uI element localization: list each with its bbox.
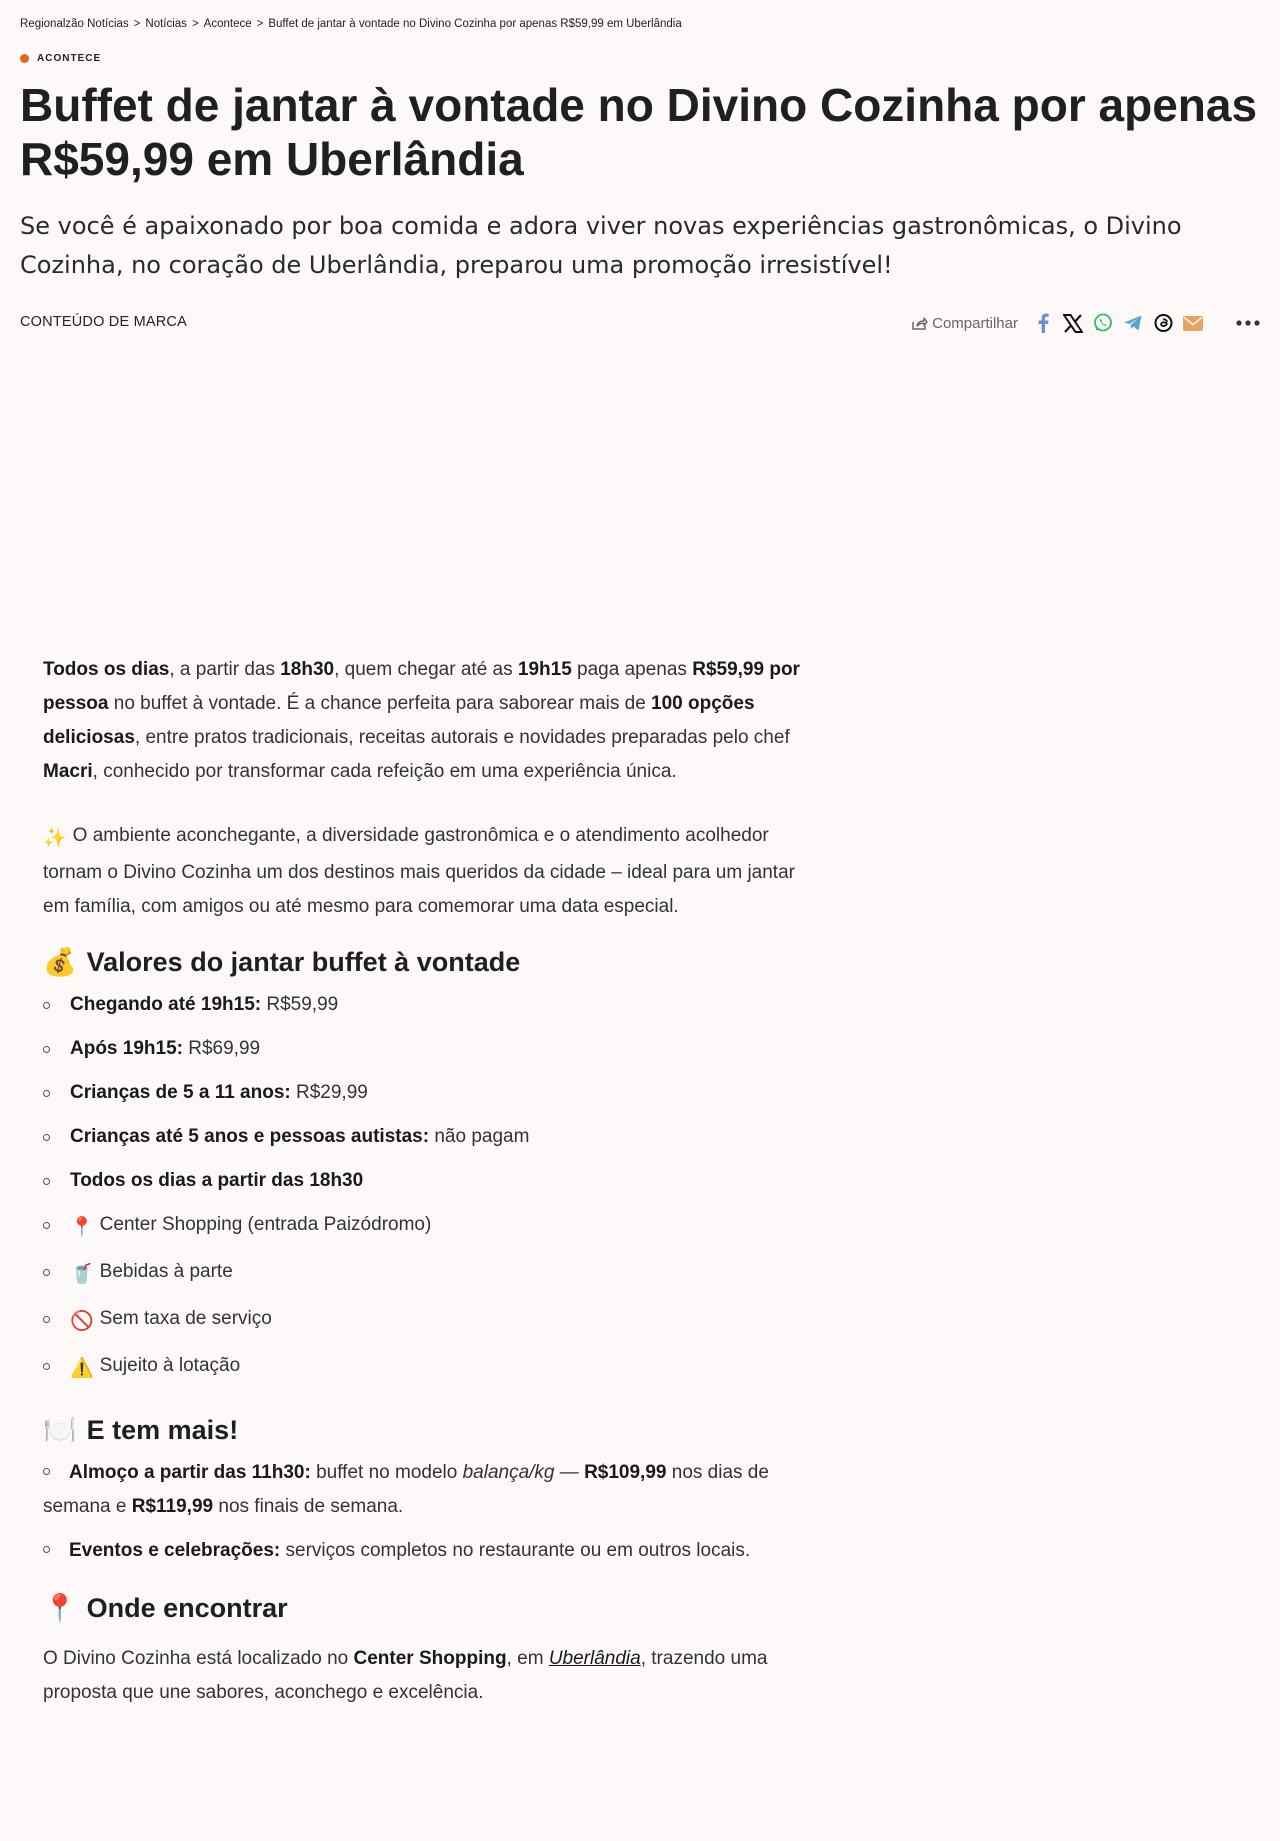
values-list xyxy=(43,988,823,1386)
share-bar xyxy=(911,310,1260,336)
list-item xyxy=(43,1349,823,1386)
list-item-value: R$59,99 xyxy=(261,994,339,1015)
text: — xyxy=(554,1462,585,1483)
text: nos finais de semana. xyxy=(213,1496,404,1517)
list-item-label: Crianças de 5 a 11 anos: xyxy=(70,1082,291,1103)
bold-text: 19h15 xyxy=(517,659,572,680)
list-item-label: Todos os dias a partir das 18h30 xyxy=(70,1170,364,1191)
category-label: ACONTECE xyxy=(37,53,102,64)
breadcrumb-separator: > xyxy=(256,18,264,30)
text: , a partir das xyxy=(169,659,281,680)
category-dot-icon xyxy=(20,54,29,63)
list-item xyxy=(43,988,823,1022)
breadcrumb-current: Buffet de jantar à vontade no Divino Cozinha por apenas R$59,99 em Uberlândia xyxy=(268,18,682,30)
article-paragraph-intro xyxy=(43,653,823,789)
bold-text: 100 opções deliciosas xyxy=(43,693,755,748)
article-body xyxy=(43,653,823,1710)
pin-icon: 📍 xyxy=(43,1593,77,1623)
list-item xyxy=(43,1456,823,1524)
list-item-text: Sem taxa de serviço xyxy=(99,1308,272,1329)
heading-text: Onde encontrar xyxy=(86,1593,288,1623)
list-item-label: Crianças até 5 anos e pessoas autistas: xyxy=(70,1126,430,1147)
share-button[interactable] xyxy=(911,315,1018,332)
text: , quem chegar até as xyxy=(334,659,518,680)
breadcrumb-home[interactable]: Regionalzão Notícias xyxy=(20,18,129,30)
category-tag[interactable] xyxy=(20,53,101,64)
list-item-text: Sujeito à lotação xyxy=(99,1355,241,1376)
warning-icon: ⚠️ xyxy=(70,1358,94,1379)
bold-text: 18h30 xyxy=(280,659,335,680)
list-item-label: Eventos e celebrações: xyxy=(69,1540,281,1561)
section-heading-more xyxy=(43,1410,823,1450)
bold-text: R$109,99 xyxy=(584,1462,667,1483)
heading-text: E tem mais! xyxy=(86,1415,239,1445)
list-item-text: Center Shopping (entrada Paizódromo) xyxy=(99,1214,432,1235)
breadcrumb xyxy=(20,18,682,30)
list-item xyxy=(43,1076,823,1110)
article-paragraph-ambience xyxy=(43,819,823,924)
list-item-value: não pagam xyxy=(429,1126,530,1147)
text: , trazendo uma proposta que une sabores, aconchego e excelência. xyxy=(43,1648,768,1703)
list-item xyxy=(43,1255,823,1292)
list-item xyxy=(43,1164,823,1198)
text: O ambiente aconchegante, a diversidade gastronômica e o atendimento acolhedor tornam o Divino Cozinha um dos destinos mais queridos da cidade – ideal para um jantar em família, com amigos ou até mesmo para comemorar uma data especial. xyxy=(43,825,795,917)
uberlandia-link[interactable]: Uberlândia xyxy=(548,1648,641,1669)
bullet-icon xyxy=(43,1546,50,1553)
social-icons xyxy=(1028,312,1208,334)
email-icon[interactable] xyxy=(1182,312,1204,334)
text: serviços completos no restaurante ou em outros locais. xyxy=(280,1540,751,1561)
section-heading-where xyxy=(43,1588,823,1628)
more-options-button[interactable] xyxy=(1236,320,1260,326)
italic-text: balança/kg xyxy=(462,1462,555,1483)
text: nos dias de semana e xyxy=(43,1462,769,1517)
list-item-label: Chegando até 19h15: xyxy=(70,994,262,1015)
text: no buffet à vontade. É a chance perfeita para saborear mais de xyxy=(108,693,652,714)
whatsapp-icon[interactable] xyxy=(1092,312,1114,334)
list-item-text: Bebidas à parte xyxy=(99,1261,233,1282)
threads-icon[interactable] xyxy=(1152,312,1174,334)
list-item-value: R$29,99 xyxy=(290,1082,368,1103)
heading-text: Valores do jantar buffet à vontade xyxy=(86,947,521,977)
list-item xyxy=(43,1534,823,1568)
facebook-icon[interactable] xyxy=(1032,312,1054,334)
bold-text: R$59,99 por pessoa xyxy=(43,659,800,714)
share-label: Compartilhar xyxy=(932,314,1018,332)
text: , entre pratos tradicionais, receitas autorais e novidades preparadas pelo chef xyxy=(134,727,790,748)
article-subtitle: Se você é apaixonado por boa comida e adora viver novas experiências gastronômicas, o Divino Cozinha, no coração de Uberlândia, preparou uma promoção irresistível! xyxy=(20,212,1182,279)
bold-text: Center Shopping xyxy=(353,1648,507,1669)
list-item-label: Almoço a partir das 11h30: xyxy=(69,1462,311,1483)
money-bag-icon: 💰 xyxy=(43,947,77,977)
breadcrumb-noticias[interactable]: Notícias xyxy=(145,18,187,30)
drink-icon: 🥤 xyxy=(70,1264,94,1285)
page-title: Buffet de jantar à vontade no Divino Cozinha por apenas R$59,99 em Uberlândia xyxy=(20,79,1258,185)
breadcrumb-separator: > xyxy=(133,18,141,30)
text: , conhecido por transformar cada refeição em uma experiência única. xyxy=(92,761,677,782)
text: O Divino Cozinha está localizado no xyxy=(43,1648,354,1669)
prohibited-icon: 🚫 xyxy=(70,1311,94,1332)
text: , em xyxy=(506,1648,549,1669)
sparkles-icon: ✨ xyxy=(43,828,67,849)
breadcrumb-acontece[interactable]: Acontece xyxy=(203,18,252,30)
more-list xyxy=(43,1456,823,1568)
article-paragraph-location xyxy=(43,1642,823,1710)
more-icon xyxy=(1236,320,1260,326)
list-item-value: R$69,99 xyxy=(182,1038,261,1059)
bold-text: Macri xyxy=(43,761,93,782)
section-heading-values xyxy=(43,942,823,982)
x-icon[interactable] xyxy=(1062,312,1084,334)
brand-content-label: CONTEÚDO DE MARCA xyxy=(20,314,187,330)
article-meta-bar xyxy=(20,310,1260,336)
list-item xyxy=(43,1208,823,1245)
pin-icon: 📍 xyxy=(70,1217,94,1238)
list-item-label: Após 19h15: xyxy=(70,1038,183,1059)
telegram-icon[interactable] xyxy=(1122,312,1144,334)
bold-text: R$119,99 xyxy=(131,1496,214,1517)
list-item xyxy=(43,1032,823,1066)
breadcrumb-separator: > xyxy=(191,18,199,30)
list-item xyxy=(43,1302,823,1339)
bold-text: Todos os dias xyxy=(43,659,170,680)
plate-cutlery-icon: 🍽️ xyxy=(43,1415,77,1445)
bullet-icon xyxy=(43,1468,50,1475)
text: paga apenas xyxy=(571,659,693,680)
text: buffet no modelo xyxy=(310,1462,463,1483)
list-item xyxy=(43,1120,823,1154)
share-icon xyxy=(911,316,928,331)
